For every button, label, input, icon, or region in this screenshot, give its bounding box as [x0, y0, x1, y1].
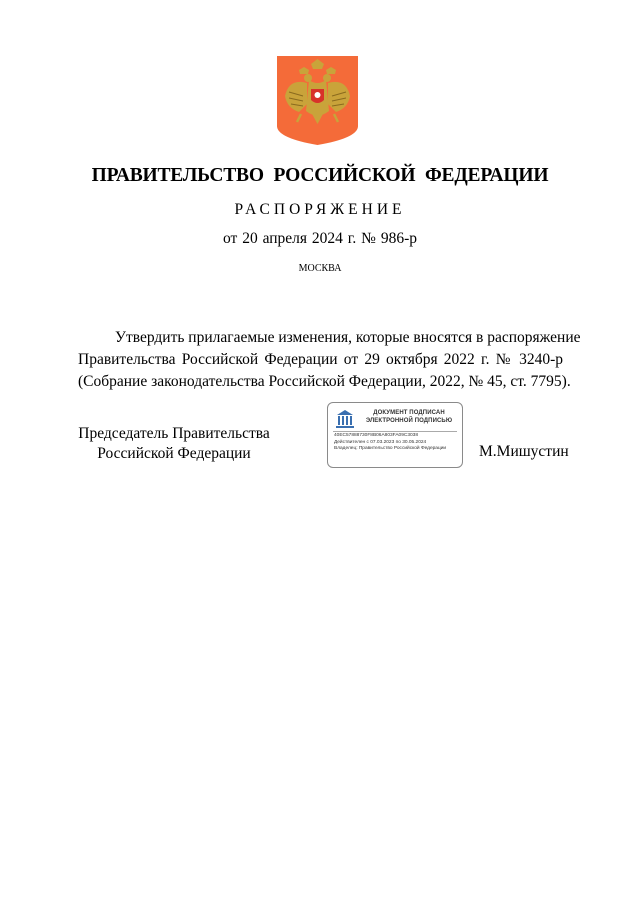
body-line: Правительства Российской Федерации от 29 октября 2022 г. № 3240-р [78, 351, 563, 368]
signer-title-line: Российской Федерации [97, 445, 251, 462]
stamp-heading-line: ЭЛЕКТРОННОЙ ПОДПИСЬЮ [365, 418, 453, 424]
stamp-heading-line: ДОКУМЕНТ ПОДПИСАН [373, 410, 445, 416]
signer-name: М.Мишустин [479, 443, 569, 460]
document-date-number: от 20 апреля 2024 г. № 986-р [223, 230, 417, 247]
document-kind: РАСПОРЯЖЕНИЕ [234, 201, 406, 218]
document-body [78, 327, 581, 393]
stamp-validity: Действителен с 07.03.2023 по 30.05.2024 [334, 440, 427, 445]
coat-of-arms-emblem-icon [277, 56, 358, 145]
body-line: Утвердить прилагаемые изменения, которые вносятся в распоряжение [115, 329, 581, 346]
electronic-signature-stamp [327, 402, 463, 468]
body-line: (Собрание законодательства Российской Федерации, 2022, № 45, ст. 7795). [78, 373, 571, 390]
stamp-owner: Владелец: Правительство Российской Федерации [334, 446, 447, 451]
stamp-heading [358, 409, 460, 425]
stamp-certificate-number: 40EC57888730F8B06A803FA09C3038 [334, 433, 419, 438]
government-building-icon [334, 408, 356, 430]
document-city: МОСКВА [298, 263, 342, 274]
signer-title [78, 424, 270, 464]
signer-title-line: Председатель Правительства [78, 425, 270, 442]
government-title: ПРАВИТЕЛЬСТВО РОССИЙСКОЙ ФЕДЕРАЦИИ [91, 165, 549, 186]
stamp-divider [333, 431, 457, 432]
